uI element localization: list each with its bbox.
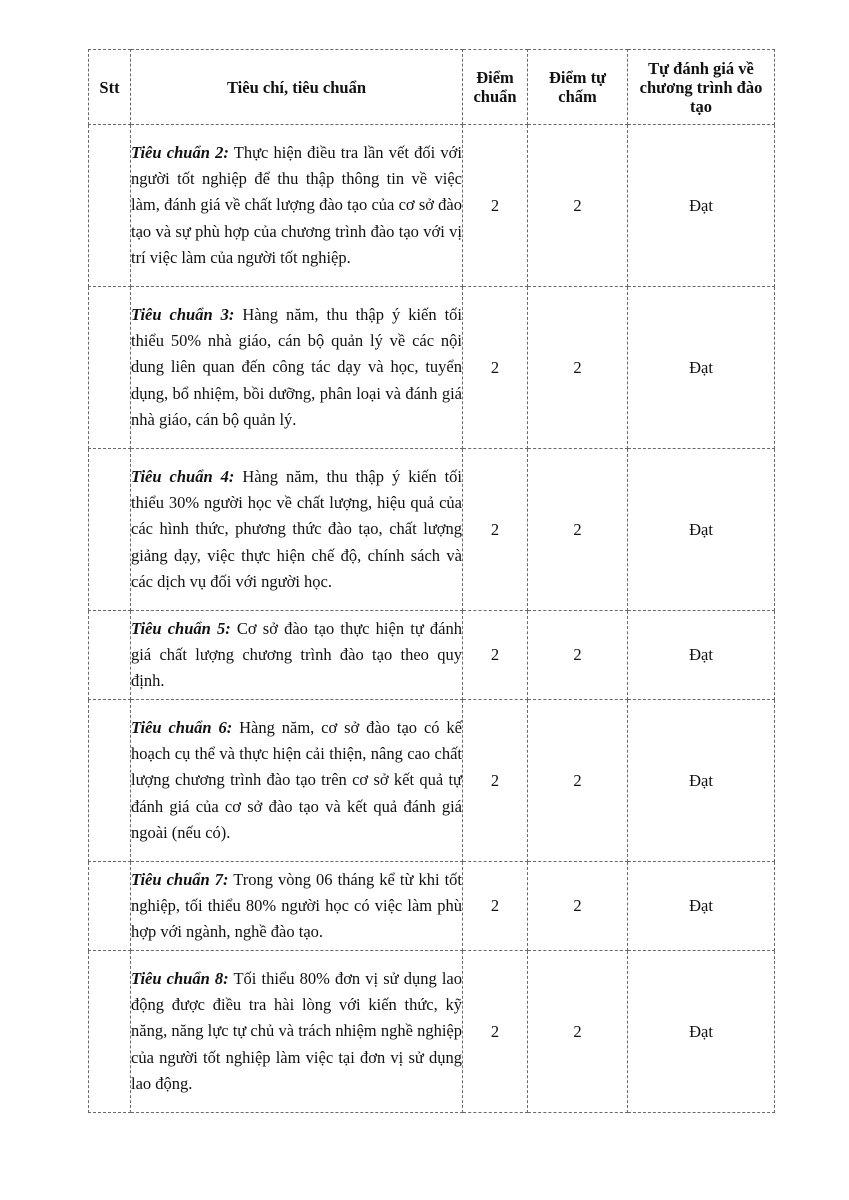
standard-score: 2: [463, 611, 528, 700]
table-row: [89, 700, 775, 862]
self-score: 2: [528, 125, 628, 287]
standard-score: 2: [463, 700, 528, 862]
criterion-cell: [131, 125, 463, 287]
criterion-cell: [131, 700, 463, 862]
standard-label: Tiêu chuẩn 2:: [131, 142, 229, 162]
row-stt: [89, 449, 131, 611]
criterion-cell: [131, 862, 463, 951]
standard-label: Tiêu chuẩn 3:: [131, 304, 235, 324]
evaluation-result: Đạt: [628, 611, 775, 700]
standard-text: Tối thiểu 80% đơn vị sử dụng lao động được điều tra hài lòng với kiến thức, kỹ năng, năng lực tự chủ và trách nhiệm nghề nghiệp của người tốt nghiệp làm việc tại đơn vị sử dụng lao động.: [131, 968, 462, 1093]
standard-score: 2: [463, 287, 528, 449]
header-row: [89, 50, 775, 125]
standard-score: 2: [463, 125, 528, 287]
table-row: [89, 287, 775, 449]
standard-text: Hàng năm, thu thập ý kiến tối thiểu 30% người học về chất lượng, hiệu quả của các hình thức, phương thức đào tạo, chất lượng giảng dạy, việc thực hiện chế độ, chính sách và các dịch vụ đối với người học.: [131, 466, 462, 591]
evaluation-result: Đạt: [628, 125, 775, 287]
header-criteria: Tiêu chí, tiêu chuẩn: [131, 50, 463, 125]
criteria-table: [88, 49, 775, 1113]
table-row: [89, 125, 775, 287]
evaluation-result: Đạt: [628, 287, 775, 449]
self-score: 2: [528, 862, 628, 951]
standard-label: Tiêu chuẩn 5:: [131, 618, 231, 638]
document-page: [88, 49, 774, 1113]
header-stt: Stt: [89, 50, 131, 125]
criterion-cell: [131, 951, 463, 1113]
self-score: 2: [528, 700, 628, 862]
table-row: [89, 449, 775, 611]
evaluation-result: Đạt: [628, 700, 775, 862]
header-standard-score: Điểm chuẩn: [463, 50, 528, 125]
standard-label: Tiêu chuẩn 8:: [131, 968, 229, 988]
standard-text: Cơ sở đào tạo thực hiện tự đánh giá chất lượng chương trình đào tạo theo quy định.: [131, 618, 463, 691]
evaluation-result: Đạt: [628, 449, 775, 611]
self-score: 2: [528, 611, 628, 700]
standard-score: 2: [463, 862, 528, 951]
standard-label: Tiêu chuẩn 6:: [131, 717, 233, 737]
standard-text: Hàng năm, cơ sở đào tạo có kế hoạch cụ thể và thực hiện cải thiện, nâng cao chất lượng chương trình đào tạo trên cơ sở kết quả tự đánh giá của cơ sở đào tạo và kết quả đánh giá ngoài (nếu có).: [131, 717, 462, 842]
table-header: [89, 50, 775, 125]
criterion-cell: [131, 287, 463, 449]
row-stt: [89, 862, 131, 951]
evaluation-result: Đạt: [628, 862, 775, 951]
table-row: [89, 951, 775, 1113]
standard-text: Trong vòng 06 tháng kể từ khi tốt nghiệp, tối thiểu 80% người học có việc làm phù hợp với ngành, nghề đào tạo.: [131, 869, 462, 942]
header-self-evaluation: Tự đánh giá về chương trình đào tạo: [628, 50, 775, 125]
row-stt: [89, 951, 131, 1113]
criterion-cell: [131, 449, 463, 611]
self-score: 2: [528, 287, 628, 449]
standard-score: 2: [463, 951, 528, 1113]
self-score: 2: [528, 951, 628, 1113]
table-row: [89, 611, 775, 700]
standard-text: Hàng năm, thu thập ý kiến tối thiểu 50% nhà giáo, cán bộ quản lý về các nội dung liên quan đến công tác dạy và học, tuyển dụng, bổ nhiệm, bồi dưỡng, phân loại và đánh giá nhà giáo, cán bộ quản lý.: [131, 304, 462, 429]
row-stt: [89, 125, 131, 287]
header-self-score: Điểm tự chấm: [528, 50, 628, 125]
row-stt: [89, 611, 131, 700]
standard-score: 2: [463, 449, 528, 611]
self-score: 2: [528, 449, 628, 611]
row-stt: [89, 700, 131, 862]
standard-label: Tiêu chuẩn 7:: [131, 869, 229, 889]
criterion-cell: [131, 611, 463, 700]
evaluation-result: Đạt: [628, 951, 775, 1113]
table-body: [89, 125, 775, 1113]
row-stt: [89, 287, 131, 449]
standard-text: Thực hiện điều tra lần vết đối với người tốt nghiệp để thu thập thông tin về việc làm, đánh giá về chất lượng đào tạo của cơ sở đào tạo và sự phù hợp của chương trình đào tạo với vị trí việc làm của người tốt nghiệp.: [131, 142, 462, 267]
table-row: [89, 862, 775, 951]
standard-label: Tiêu chuẩn 4:: [131, 466, 235, 486]
